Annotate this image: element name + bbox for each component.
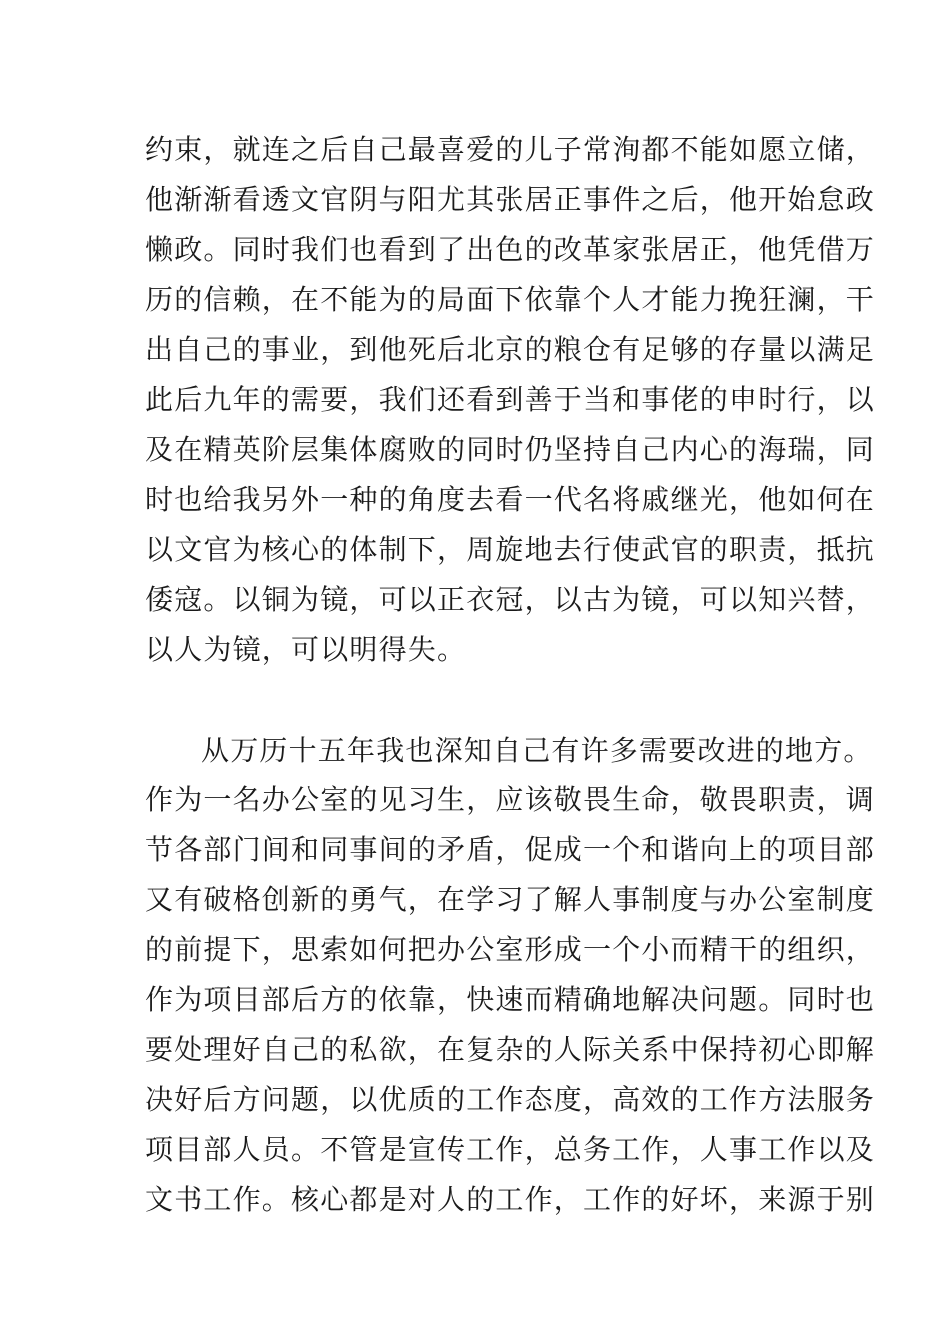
paragraph-1-line-5: 出自己的事业，到他死后北京的粮仓有足够的存量以满足 <box>145 333 876 366</box>
paragraph-2-line-1: 从万历十五年我也深知自己有许多需要改进的地方。 <box>201 734 873 767</box>
paragraph-1-line-11: 以人为镜，可以明得失。 <box>145 633 467 666</box>
paragraph-2-line-5: 的前提下，思索如何把办公室形成一个小而精干的组织， <box>145 933 876 966</box>
paragraph-1-line-6: 此后九年的需要，我们还看到善于当和事佬的申时行，以 <box>145 383 876 416</box>
paragraph-2-line-2: 作为一名办公室的见习生，应该敬畏生命，敬畏职责，调 <box>145 783 876 816</box>
paragraph-1-line-8: 时也给我另外一种的角度去看一代名将戚继光，他如何在 <box>145 483 876 516</box>
paragraph-2-line-4: 又有破格创新的勇气，在学习了解人事制度与办公室制度 <box>145 883 876 916</box>
paragraph-1-line-10: 倭寇。以铜为镜，可以正衣冠，以古为镜，可以知兴替， <box>145 583 876 616</box>
paragraph-2-line-3: 节各部门间和同事间的矛盾，促成一个和谐向上的项目部 <box>145 833 876 866</box>
paragraph-2-line-9: 项目部人员。不管是宣传工作，总务工作，人事工作以及 <box>145 1133 876 1166</box>
paragraph-1-line-2: 他渐渐看透文官阴与阳尤其张居正事件之后，他开始怠政 <box>145 183 876 216</box>
paragraph-1-line-4: 历的信赖，在不能为的局面下依靠个人才能力挽狂澜，干 <box>145 283 876 316</box>
paragraph-2-line-8: 决好后方问题，以优质的工作态度，高效的工作方法服务 <box>145 1083 876 1116</box>
paragraph-1-line-7: 及在精英阶层集体腐败的同时仍坚持自己内心的海瑞，同 <box>145 433 876 466</box>
paragraph-1-line-3: 懒政。同时我们也看到了出色的改革家张居正，他凭借万 <box>145 233 876 266</box>
paragraph-2-line-6: 作为项目部后方的依靠，快速而精确地解决问题。同时也 <box>145 983 876 1016</box>
paragraph-2-line-7: 要处理好自己的私欲，在复杂的人际关系中保持初心即解 <box>145 1033 876 1066</box>
paragraph-1-line-1: 约束，就连之后自己最喜爱的儿子常洵都不能如愿立储， <box>145 133 876 166</box>
paragraph-1-line-9: 以文官为核心的体制下，周旋地去行使武官的职责，抵抗 <box>145 533 876 566</box>
paragraph-2-line-10: 文书工作。核心都是对人的工作，工作的好坏，来源于别 <box>145 1183 876 1216</box>
